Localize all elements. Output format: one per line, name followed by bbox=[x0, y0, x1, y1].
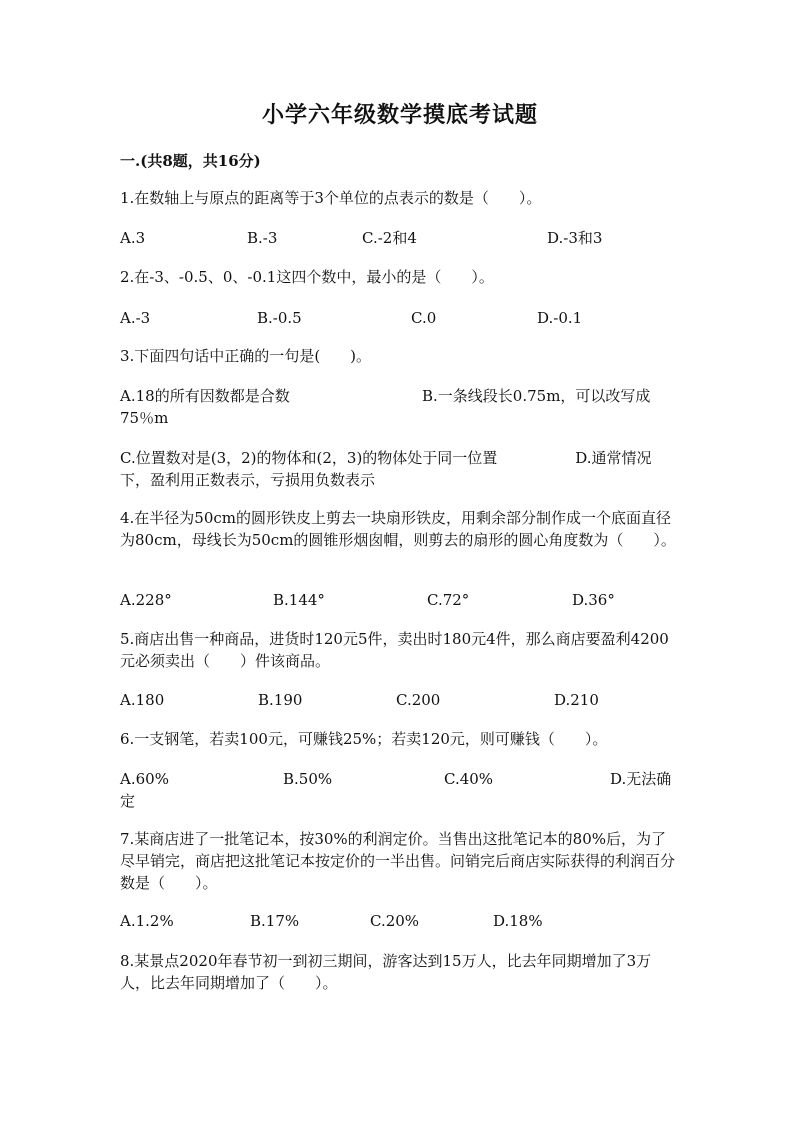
question-8: 8.某景点2020年春节初一到初三期间，游客达到15万人，比去年同期增加了3万人，比去年同期增加了（ ）。 bbox=[120, 952, 652, 992]
q7-option-a[interactable]: A.1.2% bbox=[120, 912, 174, 930]
q6-option-b[interactable]: B.50% bbox=[283, 770, 333, 788]
q3-option-b[interactable]: B.一条线段长0.75m，可以改写成75％m bbox=[120, 387, 651, 427]
q2-option-d[interactable]: D.-0.1 bbox=[537, 309, 583, 327]
q7-option-d[interactable]: D.18% bbox=[493, 912, 543, 930]
q5-option-b[interactable]: B.190 bbox=[258, 691, 303, 709]
q3-option-c[interactable]: C.位置数对是(3，2)的物体和(2，3)的物体处于同一位置 bbox=[120, 449, 498, 467]
question-4: 4.在半径为50cm的圆形铁皮上剪去一块扇形铁皮，用剩余部分制作成一个底面直径为80cm，母线长为50cm的圆锥形烟囱帽，则剪去的扇形的圆心角度数为（ ）。 bbox=[120, 509, 676, 549]
q2-option-c[interactable]: C.0 bbox=[411, 309, 437, 327]
q3-option-d[interactable]: D.通常情况下，盈利用正数表示，亏损用负数表示 bbox=[120, 449, 652, 489]
question-5: 5.商店出售一种商品，进货时120元5件，卖出时180元4件，那么商店要盈利4200元必须卖出（ ）件该商品。 bbox=[120, 630, 669, 670]
question-3: 3.下面四句话中正确的一句是( )。 bbox=[120, 347, 372, 365]
q2-option-a[interactable]: A.-3 bbox=[120, 309, 151, 327]
q6-option-c[interactable]: C.40% bbox=[444, 770, 494, 788]
q4-option-d[interactable]: D.36° bbox=[572, 591, 615, 609]
q1-option-b[interactable]: B.-3 bbox=[247, 229, 278, 247]
q5-option-c[interactable]: C.200 bbox=[396, 691, 441, 709]
q4-option-b[interactable]: B.144° bbox=[273, 591, 325, 609]
q6-option-d[interactable]: D.无法确定 bbox=[120, 770, 672, 810]
q5-option-d[interactable]: D.210 bbox=[554, 691, 599, 709]
q1-option-c[interactable]: C.-2和4 bbox=[362, 229, 417, 247]
q3-option-a[interactable]: A.18的所有因数都是合数 bbox=[120, 387, 290, 405]
question-7: 7.某商店进了一批笔记本，按30%的利润定价。当售出这批笔记本的80%后，为了尽早销完，商店把这批笔记本按定价的一半出售。问销完后商店实际获得的利润百分数是（ ）。 bbox=[120, 830, 676, 892]
q7-option-c[interactable]: C.20% bbox=[370, 912, 420, 930]
q7-option-b[interactable]: B.17% bbox=[250, 912, 300, 930]
section-header: 一.(共8题，共16分) bbox=[120, 152, 261, 170]
q3-option-cd bbox=[120, 447, 680, 491]
exam-title: 小学六年级数学摸底考试题 bbox=[261, 102, 538, 128]
q5-option-a[interactable]: A.180 bbox=[120, 691, 165, 709]
q6-option-a[interactable]: A.60% bbox=[120, 770, 169, 788]
question-1: 1.在数轴上与原点的距离等于3个单位的点表示的数是（ ）。 bbox=[120, 189, 542, 207]
q4-option-a[interactable]: A.228° bbox=[120, 591, 172, 609]
q4-option-c[interactable]: C.72° bbox=[427, 591, 470, 609]
q1-option-a[interactable]: A.3 bbox=[120, 229, 146, 247]
question-6: 6.一支钢笔，若卖100元，可赚钱25%；若卖120元，则可赚钱（ ）。 bbox=[120, 730, 608, 748]
question-2: 2.在-3、-0.5、0、-0.1这四个数中，最小的是（ ）。 bbox=[120, 268, 494, 286]
q2-option-b[interactable]: B.-0.5 bbox=[257, 309, 302, 327]
q1-option-d[interactable]: D.-3和3 bbox=[547, 229, 603, 247]
